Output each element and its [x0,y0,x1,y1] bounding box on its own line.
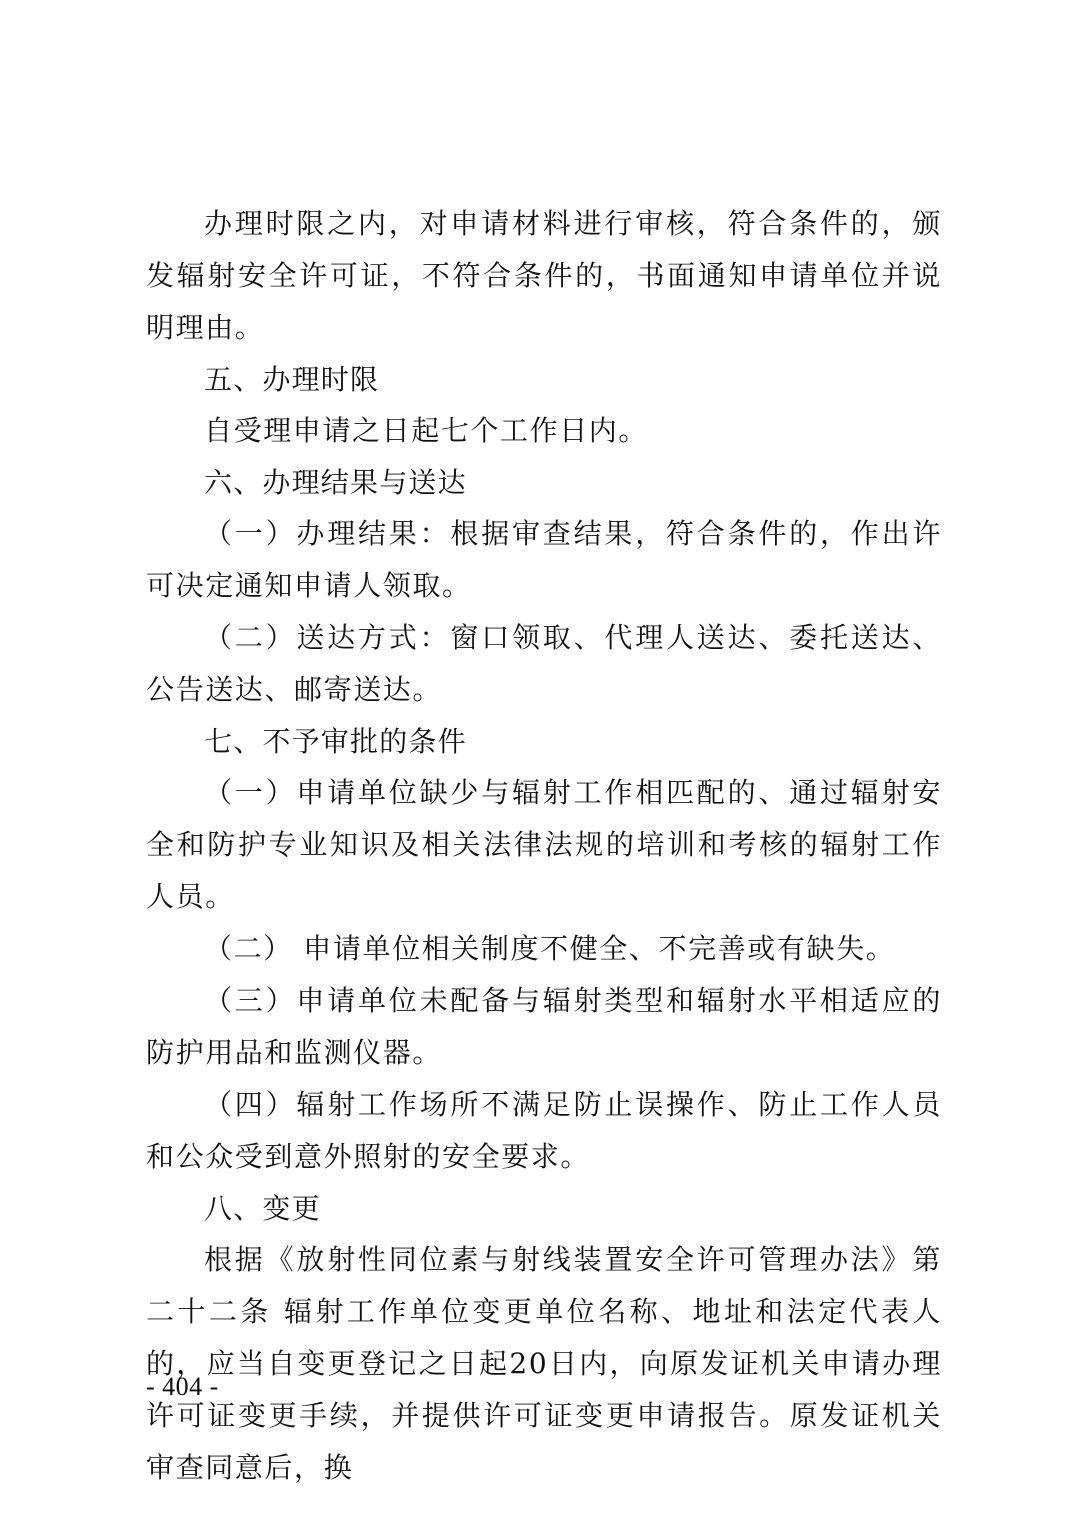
paragraph-condition-3: （三）申请单位未配备与辐射类型和辐射水平相适应的防护用品和监测仪器。 [146,984,942,1069]
section-heading-8: 八、变更 [204,1192,321,1225]
paragraph-delivery: （二）送达方式：窗口领取、代理人送达、委托送达、公告送达、邮寄送达。 [146,621,942,706]
section-heading-5: 五、办理时限 [204,363,380,396]
paragraph-condition-2: （二） 申请单位相关制度不健全、不完善或有缺失。 [204,932,896,965]
paragraph-condition-4: （四）辐射工作场所不满足防止误操作、防止工作人员和公众受到意外照射的安全要求。 [146,1088,942,1173]
page-number: - 404 - [146,1372,219,1401]
section-heading-7: 七、不予审批的条件 [204,725,467,758]
paragraph-result: （一）办理结果：根据审查结果，符合条件的，作出许可决定通知申请人领取。 [146,517,942,602]
section-heading-6: 六、办理结果与送达 [204,466,467,499]
paragraph-continued: 办理时限之内，对申请材料进行审核，符合条件的，颁发辐射安全许可证，不符合条件的，书面通知申请单位并说明理由。 [146,207,942,344]
paragraph-condition-1: （一）申请单位缺少与辐射工作相匹配的、通过辐射安全和防护专业知识及相关法律法规的培训和考核的辐射工作人员。 [146,776,942,913]
paragraph-processing-time: 自受理申请之日起七个工作日内。 [204,414,649,447]
paragraph-change: 根据《放射性同位素与射线装置安全许可管理办法》第二十二条 辐射工作单位变更单位名称、地址和法定代表人的，应当自变更登记之日起20日内，向原发证机关申请办理许可证变更手续，并提供许可证变更申请报告。原发证机关审查同意后，换 [146,1243,942,1484]
document-body [146,198,942,1494]
